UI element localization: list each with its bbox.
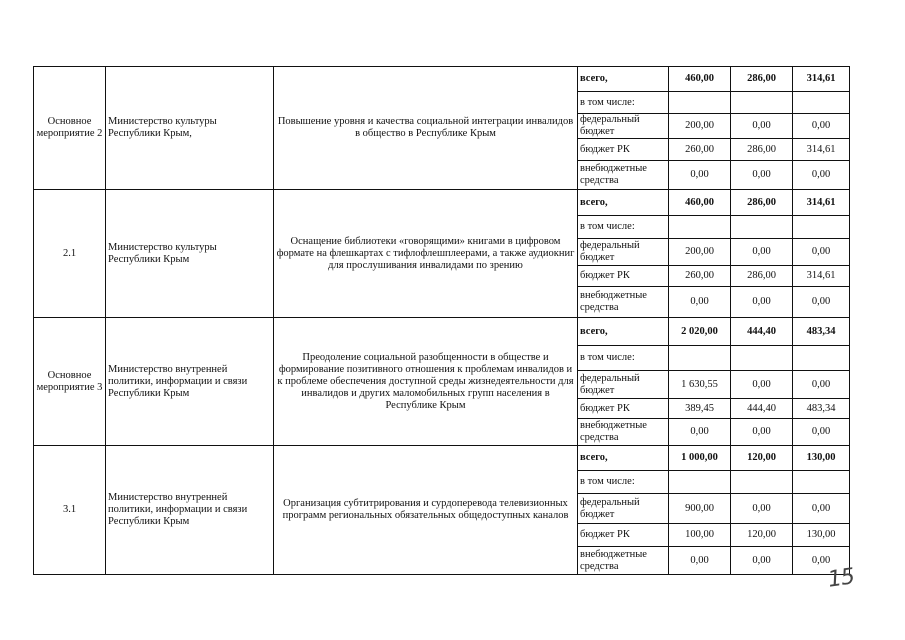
responsible-org-cell: Министерство культуры Республики Крым, [106,67,274,190]
amount-cell-year-3: 0,00 [793,494,850,524]
amount-cell-year-3: 0,00 [793,161,850,190]
amount-cell-year-1: 0,00 [669,419,731,446]
amount-cell-year-3: 483,34 [793,399,850,419]
amount-cell-year-1: 0,00 [669,547,731,575]
amount-cell-year-3: 0,00 [793,239,850,266]
amount-cell-year-2: 0,00 [731,547,793,575]
table-row [34,67,850,92]
amount-cell-year-3 [793,92,850,114]
funding-source-cell: федеральный бюджет [578,494,669,524]
program-table [33,66,850,575]
responsible-org-cell: Министерство культуры Республики Крым [106,190,274,318]
funding-source-cell: внебюджетные средства [578,287,669,318]
funding-source-cell: в том числе: [578,216,669,239]
amount-cell-year-1: 460,00 [669,190,731,216]
amount-cell-year-3: 0,00 [793,419,850,446]
amount-cell-year-2 [731,216,793,239]
amount-cell-year-2: 0,00 [731,287,793,318]
table-row [34,318,850,346]
event-description-cell: Оснащение библиотеки «говорящими» книгами в цифровом формате на флешкартах с тифлофлешплеерами, а также аудиокниг для прослушивания инвалидами по зрению [274,190,578,318]
amount-cell-year-1: 2 020,00 [669,318,731,346]
amount-cell-year-2: 286,00 [731,67,793,92]
amount-cell-year-3: 314,61 [793,190,850,216]
table-body [34,67,850,575]
responsible-org-cell: Министерство внутренней политики, информации и связи Республики Крым [106,318,274,446]
amount-cell-year-3: 0,00 [793,287,850,318]
amount-cell-year-3 [793,216,850,239]
funding-source-cell: всего, [578,190,669,216]
funding-source-cell: в том числе: [578,471,669,494]
amount-cell-year-3: 0,00 [793,114,850,139]
funding-source-cell: всего, [578,67,669,92]
event-description-cell: Преодоление социальной разобщенности в обществе и формирование позитивного отношения к проблемам инвалидов и к проблеме обеспечения доступной среды жизнедеятельности для инвалидов и других маломобильных групп населения в Республике Крым [274,318,578,446]
amount-cell-year-2: 0,00 [731,239,793,266]
amount-cell-year-1 [669,346,731,371]
amount-cell-year-2: 444,40 [731,318,793,346]
amount-cell-year-3: 0,00 [793,371,850,399]
funding-source-cell: внебюджетные средства [578,547,669,575]
amount-cell-year-2: 0,00 [731,371,793,399]
event-name-cell: 3.1 [34,446,106,575]
page-number: 15 [826,564,856,593]
amount-cell-year-2: 120,00 [731,524,793,547]
amount-cell-year-1: 900,00 [669,494,731,524]
amount-cell-year-1: 260,00 [669,139,731,161]
amount-cell-year-1: 200,00 [669,114,731,139]
amount-cell-year-2: 0,00 [731,161,793,190]
amount-cell-year-3 [793,471,850,494]
responsible-org-cell: Министерство внутренней политики, информации и связи Республики Крым [106,446,274,575]
funding-source-cell: бюджет РК [578,524,669,547]
amount-cell-year-3: 130,00 [793,446,850,471]
amount-cell-year-2: 120,00 [731,446,793,471]
amount-cell-year-3: 130,00 [793,524,850,547]
amount-cell-year-1: 200,00 [669,239,731,266]
amount-cell-year-1: 0,00 [669,287,731,318]
event-name-cell: Основное мероприятие 2 [34,67,106,190]
amount-cell-year-1: 460,00 [669,67,731,92]
funding-source-cell: внебюджетные средства [578,419,669,446]
funding-source-cell: федеральный бюджет [578,114,669,139]
funding-source-cell: в том числе: [578,92,669,114]
amount-cell-year-2 [731,92,793,114]
amount-cell-year-2: 286,00 [731,266,793,287]
amount-cell-year-2: 0,00 [731,114,793,139]
amount-cell-year-3: 314,61 [793,67,850,92]
funding-source-cell: федеральный бюджет [578,371,669,399]
funding-source-cell: бюджет РК [578,139,669,161]
funding-source-cell: внебюджетные средства [578,161,669,190]
funding-source-cell: бюджет РК [578,266,669,287]
amount-cell-year-2: 0,00 [731,494,793,524]
event-name-cell: 2.1 [34,190,106,318]
funding-source-cell: всего, [578,318,669,346]
amount-cell-year-3 [793,346,850,371]
amount-cell-year-1: 100,00 [669,524,731,547]
amount-cell-year-1 [669,216,731,239]
funding-source-cell: бюджет РК [578,399,669,419]
funding-source-cell: всего, [578,446,669,471]
table-row [34,446,850,471]
amount-cell-year-1 [669,471,731,494]
amount-cell-year-1: 1 000,00 [669,446,731,471]
amount-cell-year-1: 1 630,55 [669,371,731,399]
funding-source-cell: в том числе: [578,346,669,371]
amount-cell-year-2: 0,00 [731,419,793,446]
funding-source-cell: федеральный бюджет [578,239,669,266]
amount-cell-year-3: 483,34 [793,318,850,346]
amount-cell-year-3: 314,61 [793,266,850,287]
amount-cell-year-2: 286,00 [731,139,793,161]
amount-cell-year-1: 260,00 [669,266,731,287]
amount-cell-year-1 [669,92,731,114]
amount-cell-year-2 [731,346,793,371]
event-description-cell: Организация субтитрирования и сурдоперевода телевизионных программ региональных обязательных общедоступных каналов [274,446,578,575]
amount-cell-year-3: 314,61 [793,139,850,161]
event-description-cell: Повышение уровня и качества социальной интеграции инвалидов в общество в Республике Крым [274,67,578,190]
amount-cell-year-3: 0,00 [793,547,850,575]
table-row [34,190,850,216]
amount-cell-year-2 [731,471,793,494]
amount-cell-year-1: 0,00 [669,161,731,190]
event-name-cell: Основное мероприятие 3 [34,318,106,446]
amount-cell-year-1: 389,45 [669,399,731,419]
amount-cell-year-2: 444,40 [731,399,793,419]
amount-cell-year-2: 286,00 [731,190,793,216]
